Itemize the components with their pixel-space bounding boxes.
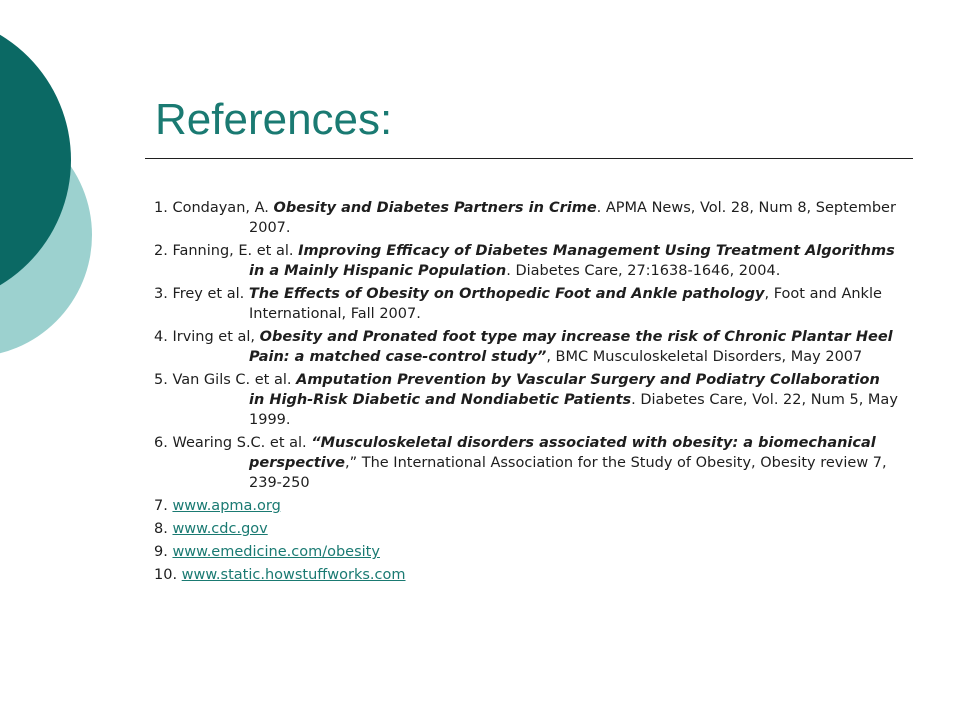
cdc-link[interactable]: www.cdc.gov [172,521,268,537]
reference-link-item [154,519,899,539]
reference-authors: Wearing S.C. et al. [172,435,307,451]
reference-item [154,433,899,493]
reference-number: 9. [154,544,168,560]
reference-number: 4. [154,329,168,345]
decorative-circles [0,0,120,400]
reference-title: Improving Efficacy of Diabetes Management Using Treatment Algorithms in a Mainly Hispanic Population [249,243,895,279]
reference-number: 3. [154,286,168,302]
page-title: References: [155,95,393,144]
reference-authors: Frey et al. [172,286,245,302]
reference-item [154,327,899,367]
reference-number: 10. [154,567,178,583]
reference-number: 1. [154,200,168,216]
reference-item [154,241,899,281]
howstuffworks-link[interactable]: www.static.howstuffworks.com [181,567,406,583]
reference-source: . Diabetes Care, Vol. 22, Num 5, May 1999. [249,392,898,428]
reference-title: Obesity and Diabetes Partners in Crime [273,200,597,216]
reference-item [154,198,899,238]
references-list [154,198,899,588]
reference-authors: Condayan, A. [172,200,269,216]
reference-source: , Foot and Ankle International, Fall 2007. [249,286,882,322]
reference-authors: Van Gils C. et al. [172,372,292,388]
reference-link-item [154,565,899,585]
reference-source: . APMA News, Vol. 28, Num 8, September 2007. [249,200,896,236]
reference-number: 7. [154,498,168,514]
reference-title: “Musculoskeletal disorders associated with obesity: a biomechanical perspective [249,435,876,471]
reference-title: Obesity and Pronated foot type may increase the risk of Chronic Plantar Heel Pain: a matched case-control study” [249,329,893,365]
reference-number: 5. [154,372,168,388]
reference-number: 8. [154,521,168,537]
title-divider [145,158,913,159]
reference-source: . Diabetes Care, 27:1638-1646, 2004. [506,263,781,279]
reference-item [154,284,899,324]
reference-link-item [154,542,899,562]
reference-source: ,” The International Association for the Study of Obesity, Obesity review 7, 239-250 [249,455,887,491]
reference-link-item [154,496,899,516]
apma-link[interactable]: www.apma.org [172,498,281,514]
reference-authors: Irving et al, [172,329,256,345]
emedicine-link[interactable]: www.emedicine.com/obesity [172,544,380,560]
reference-source: , BMC Musculoskeletal Disorders, May 2007 [546,349,863,365]
reference-title: Amputation Prevention by Vascular Surgery and Podiatry Collaboration in High-Risk Diabetic and Nondiabetic Patients [249,372,880,408]
reference-number: 2. [154,243,168,259]
reference-authors: Fanning, E. et al. [172,243,294,259]
reference-item [154,370,899,430]
reference-title: The Effects of Obesity on Orthopedic Foot and Ankle pathology [248,286,765,302]
reference-number: 6. [154,435,168,451]
